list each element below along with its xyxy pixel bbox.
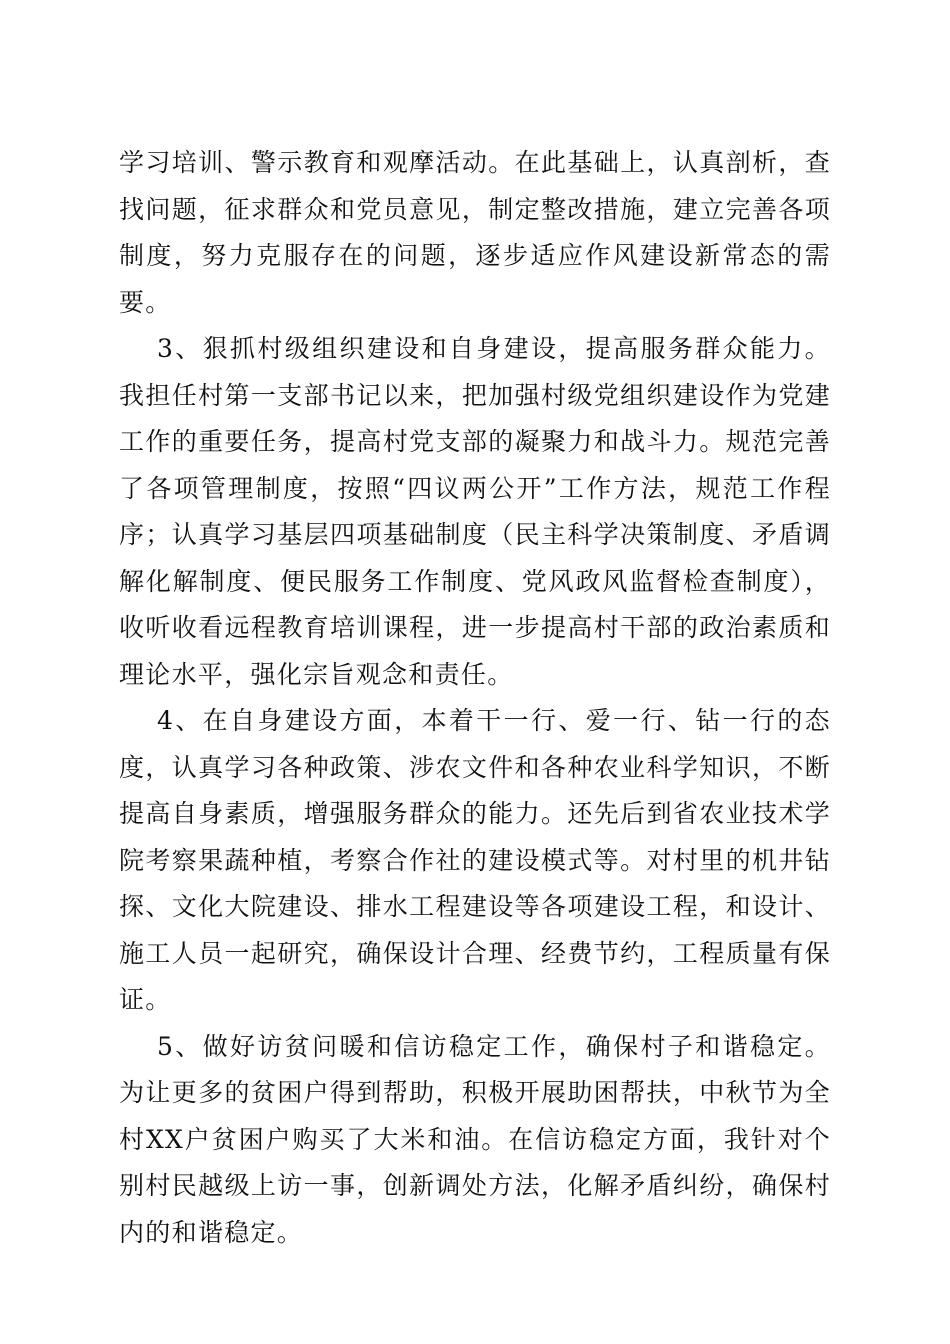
paragraph-continuation: 学习培训、警示教育和观摩活动。在此基础上，认真剖析，查找问题，征求群众和党员意见，制定整改措施，建立完善各项制度，努力克服存在的问题，逐步适应作风建设新常态的需要。 (119, 148, 831, 317)
paragraph-item-3: 3、狠抓村级组织建设和自身建设，提高服务群众能力。我担任村第一支部书记以来，把加强村级党组织建设作为党建工作的重要任务，提高村党支部的凝聚力和战斗力。规范完善了各项管理制度，按照“四议两公开”工作方法，规范工作程序；认真学习基层四项基础制度（民主科学决策制度、矛盾调解化解制度、便民服务工作制度、党风政风监督检查制度），收听收看远程教育培训课程，进一步提高村干部的政治素质和理论水平，强化宗旨观念和责任。 (119, 334, 831, 689)
paragraph-item-4: 4、在自身建设方面，本着干一行、爱一行、钻一行的态度，认真学习各种政策、涉农文件和各种农业科学知识，不断提高自身素质，增强服务群众的能力。还先后到省农业技术学院考察果蔬种植，考察合作社的建设模式等。对村里的机井钻探、文化大院建设、排水工程建设等各项建设工程，和设计、施工人员一起研究，确保设计合理、经费节约，工程质量有保证。 (119, 706, 831, 1014)
document-body (119, 140, 831, 1256)
paragraph-item-5: 5、做好访贫问暖和信访稳定工作，确保村子和谐稳定。为让更多的贫困户得到帮助，积极开展助困帮扶，中秋节为全村XX户贫困户购买了大米和油。在信访稳定方面，我针对个别村民越级上访一事，创新调处方法，化解矛盾纠纷，确保村内的和谐稳定。 (119, 1031, 831, 1247)
